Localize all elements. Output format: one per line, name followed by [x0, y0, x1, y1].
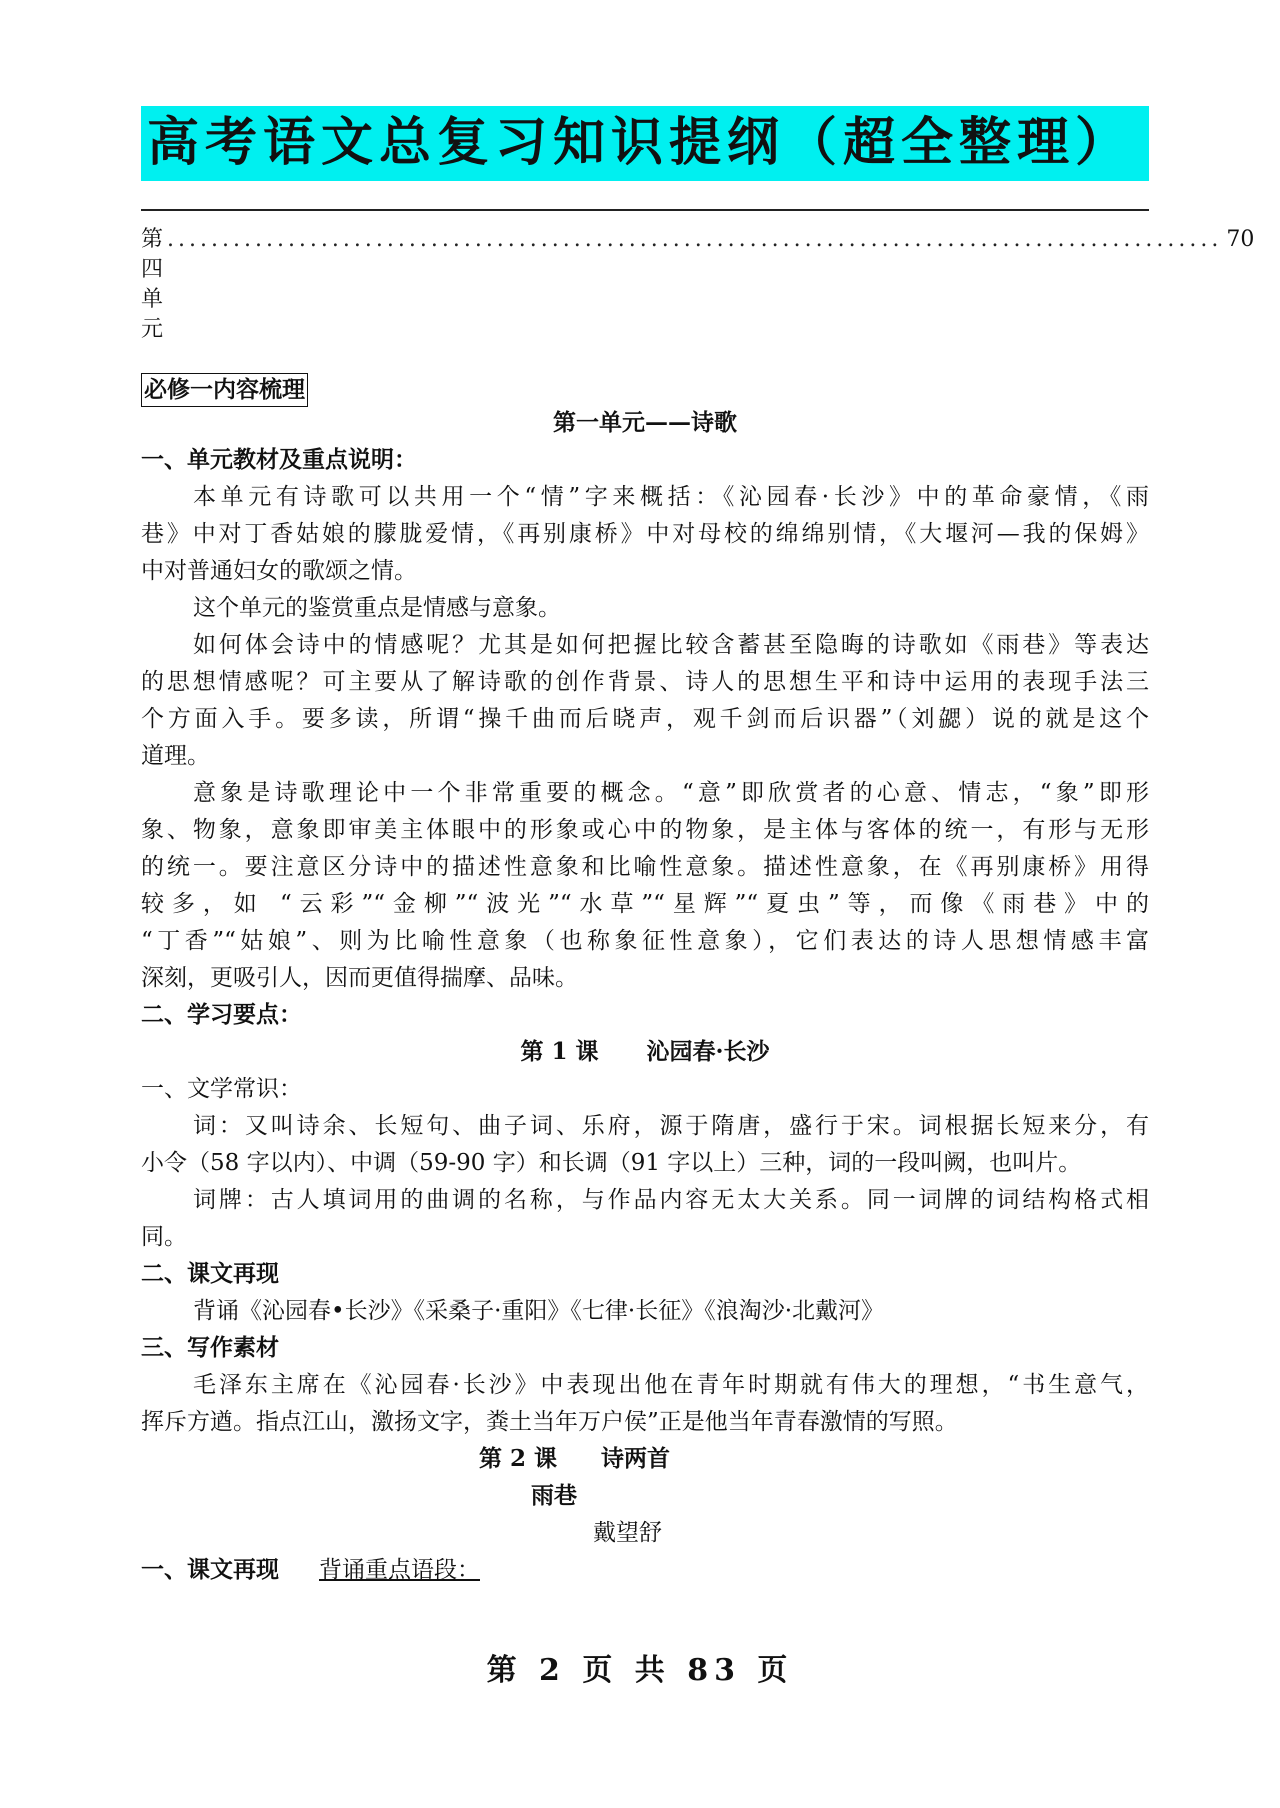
header-rule — [141, 209, 1149, 211]
heading-unit-materials: 一、单元教材及重点说明： — [141, 446, 417, 473]
paragraph-line: 巷》中对丁香姑娘的朦胧爱情，《再别康桥》中对母校的绵绵别情，《大堰河—我的保姆》 — [141, 521, 1149, 547]
paragraph-line: 较多，如 “云彩”“金柳”“波光”“水草”“星辉”“夏虫”等，而像《雨巷》中的 — [141, 891, 1149, 917]
lesson-1-title — [141, 1036, 1149, 1068]
page-title: 高考语文总复习知识提纲（超全整理） — [147, 112, 1134, 173]
heading-study-points: 二、学习要点： — [141, 1001, 302, 1028]
paragraph-line: 的思想情感呢？可主要从了解诗歌的创作背景、诗人的思想生平和诗中运用的表现手法三 — [141, 669, 1149, 695]
paragraph-line: 象、物象，意象即审美主体眼中的形象或心中的物象，是主体与客体的统一，有形与无形 — [141, 817, 1149, 843]
lesson-2-name: 诗两首 — [601, 1445, 671, 1472]
paragraph-line: 深刻，更吸引人，因而更值得揣摩、品味。 — [141, 965, 578, 991]
paragraph-line: 意象是诗歌理论中一个非常重要的概念。“意”即欣赏者的心意、情志，“象”即形 — [193, 780, 1149, 806]
paragraph-line: 如何体会诗中的情感呢？尤其是如何把握比较含蓄甚至隐晦的诗歌如《雨巷》等表达 — [193, 632, 1149, 658]
recite-key-passages-link[interactable]: 背诵重点语段： — [319, 1557, 480, 1583]
unit-title: 第一单元——诗歌 — [553, 409, 737, 436]
heading-text-recital-2-label: 一、课文再现 — [141, 1556, 279, 1583]
heading-literary-knowledge: 一、文学常识： — [141, 1076, 302, 1102]
lesson-2-number: 第 2 课 — [479, 1445, 558, 1472]
paragraph-line: 道理。 — [141, 743, 210, 769]
heading-text-recital-2 — [141, 1554, 1149, 1586]
paragraph-line: 这个单元的鉴赏重点是情感与意象。 — [193, 595, 561, 621]
poem-author: 戴望舒 — [593, 1520, 662, 1546]
paragraph-line: 的统一。要注意区分诗中的描述性意象和比喻性意象。描述性意象，在《再别康桥》用得 — [141, 854, 1149, 880]
paragraph-line: 同。 — [141, 1224, 187, 1250]
section-label: 必修一内容梳理 — [141, 373, 308, 407]
paragraph-line: 中对普通妇女的歌颂之情。 — [141, 558, 417, 584]
paragraph-line: “丁香”“姑娘”、则为比喻性意象（也称象征性意象），它们表达的诗人思想情感丰富 — [141, 928, 1149, 954]
paragraph-line: 本单元有诗歌可以共用一个“情”字来概括：《沁园春·长沙》中的革命豪情，《雨 — [193, 484, 1149, 510]
paragraph-line: 词：又叫诗余、长短句、曲子词、乐府，源于隋唐，盛行于宋。词根据长短来分，有 — [193, 1113, 1149, 1139]
lesson-1-name: 沁园春·长沙 — [646, 1038, 770, 1065]
lesson-2-title — [141, 1443, 670, 1475]
toc-entry[interactable] — [141, 225, 1255, 342]
paragraph-line: 挥斥方遒。指点江山，激扬文字，粪土当年万户侯”正是他当年青春激情的写照。 — [141, 1409, 958, 1435]
toc-entry-label: 第四单元 — [141, 227, 164, 342]
paragraph-line: 小令（58 字以内）、中调（59-90 字）和长调（91 字以上）三种，词的一段叫阙，也叫片。 — [141, 1150, 1082, 1176]
paragraph-line: 毛泽东主席在《沁园春·长沙》中表现出他在青年时期就有伟大的理想，“书生意气， — [193, 1372, 1149, 1398]
title-banner — [141, 106, 1149, 181]
toc-page-number: 70 — [1226, 227, 1255, 252]
heading-text-recital: 二、课文再现 — [141, 1260, 279, 1287]
paragraph-line: 背诵《沁园春•长沙》《采桑子·重阳》《七律·长征》《浪淘沙·北戴河》 — [193, 1298, 884, 1324]
heading-writing-material: 三、写作素材 — [141, 1334, 279, 1361]
paragraph-line: 词牌：古人填词用的曲调的名称，与作品内容无太大关系。同一词牌的词结构格式相 — [193, 1187, 1149, 1213]
page-footer: 第 2 页 共 83 页 — [486, 1653, 794, 1688]
lesson-1-number: 第 1 课 — [520, 1038, 599, 1065]
toc-leader-dots: ................................................................................................ — [167, 227, 1223, 252]
paragraph-line: 个方面入手。要多读，所谓“操千曲而后晓声，观千剑而后识器”（刘勰）说的就是这个 — [141, 706, 1149, 732]
poem-title: 雨巷 — [531, 1482, 577, 1509]
